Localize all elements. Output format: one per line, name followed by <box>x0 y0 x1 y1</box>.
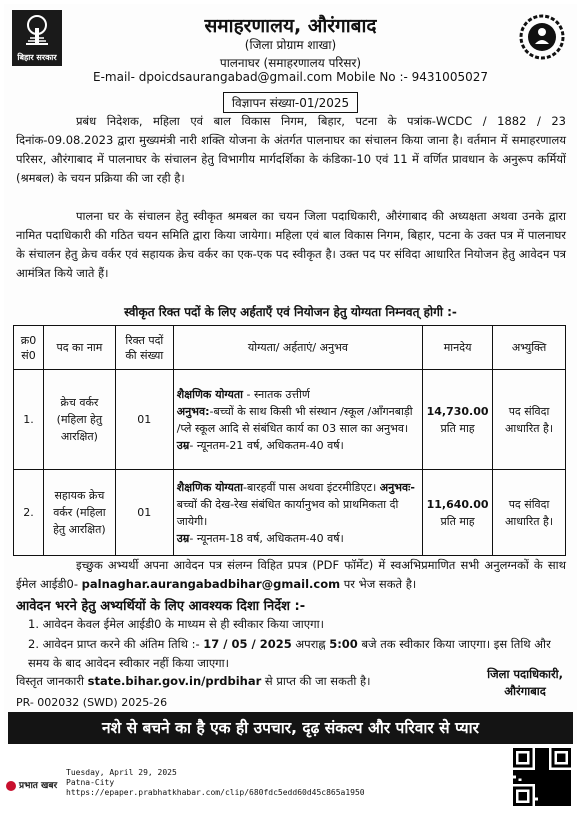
table-heading: स्वीकृत रिक्त पदों के लिए अर्हताएँ एवं नियोजन हेतु योग्यता निम्नवत् होगी :- <box>124 305 457 319</box>
col-header-sno: क्र0 सं0 <box>14 326 44 370</box>
col-header-honorarium: मानदेय <box>423 326 493 370</box>
application-text: इच्छुक अभ्यर्थी अपना आवेदन पत्र संलग्न विहित प्रपत्र (PDF फॉर्मेट) में स्वअभिप्रमाणित सभी अनुलग्नकों के साथ ईमेल आईडी0- <box>16 558 566 591</box>
age-label: उम्र <box>176 531 190 545</box>
row-vacancies: 01 <box>115 370 173 470</box>
advertisement-notice <box>4 4 577 744</box>
application-paragraph <box>16 556 566 594</box>
row-vacancies: 01 <box>115 470 173 556</box>
salary-unit: प्रति माह <box>440 421 475 435</box>
clip-metadata <box>66 768 365 798</box>
guideline-2-text: 2. आवेदन प्राप्त करने की अंतिम तिथि :- <box>28 637 200 651</box>
signatory-place: औरंगाबाद <box>504 684 546 698</box>
ad-number-box <box>4 92 577 113</box>
contact-line: E-mail- dpoicdsaurangabad@gmail.com Mobile No :- 9431005027 <box>93 70 488 84</box>
intro-paragraph-1: प्रबंध निदेशक, महिला एवं बाल विकास निगम, बिहार, पटना के पत्रांक-WCDC / 1882 / 23 दिनांक-09.08.2023 द्वारा मुख्यमंत्री नारी शक्ति योजना के अंतर्गत पालनाघर का संचालन किया जाना है। वर्तमान में समाहरणालय परिसर, औरंगाबाद में पालनाघर के संचालन हेतु विभागीय मार्गदर्शिका के कंडिका-10 एवं 11 में वर्णित प्रावधान के अनुरूप कर्मियों (श्रमबल) के चयन प्रक्रिया की जा रही है। <box>16 114 566 185</box>
row-honorarium <box>423 470 493 556</box>
edu-label: शैक्षणिक योग्यता <box>176 387 244 401</box>
salary-unit: प्रति माह <box>440 514 475 528</box>
col-header-remark: अभ्युक्ति <box>493 326 566 370</box>
application-email[interactable]: palnaghar.aurangabadbihar@gmail.com <box>81 577 341 591</box>
row-qualification <box>173 370 422 470</box>
row-remark: पद संविदा आधारित है। <box>493 470 566 556</box>
guideline-2-text-end: बजे तक स्वीकार किया जाएगा। इस तिथि और समय के बाद आवेदन स्वीकार नहीं किया जाएगा। <box>28 637 551 670</box>
row-remark: पद संविदा आधारित है। <box>493 370 566 470</box>
last-time: 5:00 <box>329 637 358 651</box>
newspaper-brand <box>6 778 57 791</box>
age-text: - न्यूनतम-21 वर्ष, अधिकतम-40 वर्ष। <box>189 438 344 452</box>
qr-code-icon <box>513 748 571 806</box>
project-name: पालनाघर (समाहरणालय परिसर) <box>219 56 362 70</box>
office-title: समाहरणालय, औरंगाबाद <box>204 15 377 37</box>
exp-label: अनुभव: <box>176 404 210 418</box>
edu-label: शैक्षणिक योग्यता <box>176 480 244 494</box>
row-qualification <box>173 470 422 556</box>
guideline-2-afternoon: अपराह्न <box>295 637 326 651</box>
col-header-vacancies: रिक्त पदों की संख्या <box>115 326 173 370</box>
table-row <box>14 370 566 470</box>
more-info-text-end: से प्राप्त की जा सकती है। <box>264 674 371 688</box>
col-header-qualification: योग्यता/ अर्हताएं/ अनुभव <box>173 326 422 370</box>
intro-paragraph-2: पालना घर के संचालन हेतु स्वीकृत श्रमबल का चयन जिला पदाधिकारी, औरंगाबाद की अध्यक्षता अथवा उनके द्वारा नामित पदाधिकारी की गठित चयन समिति द्वारा किया जायेगा। महिला एवं बाल विकास निगम, बिहार, पटना के उक्त पत्र में पालनाघर के संचालन हेतु क्रेच वर्कर एवं सहायक क्रेच वर्कर का एक-एक पद स्वीकृत है। उक्त पद पर संविदा आधारित नियोजन हेतु आवेदन पत्र आमंत्रित किये जाते हैं। <box>16 209 566 280</box>
signatory <box>487 666 563 700</box>
guideline-item-1: 1. आवेदन केवल ईमेल आईडी0 के माध्यम से ही स्वीकार किया जाएगा। <box>28 617 324 631</box>
exp-label: अनुभवः- <box>379 480 415 494</box>
clip-edition: Patna-City <box>66 778 115 787</box>
last-date: 17 / 05 / 2025 <box>203 637 292 651</box>
col-header-post: पद का नाम <box>43 326 115 370</box>
pr-number: PR- 002032 (SWD) 2025-26 <box>16 696 168 709</box>
row-post: क्रेच वर्कर (महिला हेतु आरक्षित) <box>43 370 115 470</box>
clip-url[interactable]: https://epaper.prabhatkhabar.com/clip/680fdc5edd60d45c865a1950 <box>66 788 365 797</box>
edu-text: -बारहवीं पास अथवा इंटरमीडिएट। <box>243 480 377 494</box>
table-header-row <box>14 326 566 370</box>
emblem-caption: बिहार सरकार <box>17 53 57 62</box>
salary-amount: 11,640.00 <box>426 497 489 511</box>
salary-amount: 14,730.00 <box>426 404 489 418</box>
age-label: उम्र <box>176 438 190 452</box>
age-text: - न्यूनतम-18 वर्ष, अधिकतम-40 वर्ष। <box>189 531 344 545</box>
brand-logo-icon <box>6 781 16 791</box>
exp-text: बच्चों की देख-रेख संबंधित कार्यानुभव को प्राथमिकता दी जायेगी। <box>176 497 399 528</box>
more-info-line <box>16 674 371 689</box>
ad-number: विज्ञापन संख्या-01/2025 <box>223 92 358 113</box>
branch-name: (जिला प्रोग्राम शाखा) <box>244 38 337 52</box>
row-honorarium <box>423 370 493 470</box>
edu-text: - स्नातक उत्तीर्ण <box>246 387 310 401</box>
guidelines-heading: आवेदन भरने हेतु अभ्यर्थियों के लिए आवश्यक दिशा निर्देश :- <box>16 599 306 614</box>
slogan-banner: नशे से बचने का है एक ही उपचार, दृढ़ संकल्प और परिवार से प्यार <box>8 712 573 744</box>
table-row <box>14 470 566 556</box>
row-sno: 2. <box>14 470 44 556</box>
signatory-title: जिला पदाधिकारी, <box>487 667 563 681</box>
more-info-text: विस्तृत जानकारी <box>16 674 84 688</box>
clip-date: Tuesday, April 29, 2025 <box>66 768 177 777</box>
posts-table <box>13 325 566 556</box>
brand-name: प्रभात खबर <box>19 781 58 791</box>
exp-text: -बच्चों के साथ किसी भी संस्थान /स्कूल /आँगनबाड़ी /प्ले स्कूल आदि से संबंधित कार्य का 03 साल का अनुभव। <box>176 404 413 435</box>
row-post: सहायक क्रेच वर्कर (महिला हेतु आरक्षित) <box>43 470 115 556</box>
website-link[interactable]: state.bihar.gov.in/prdbihar <box>87 674 262 688</box>
application-text-end: पर भेज सकते है। <box>343 577 417 591</box>
row-sno: 1. <box>14 370 44 470</box>
